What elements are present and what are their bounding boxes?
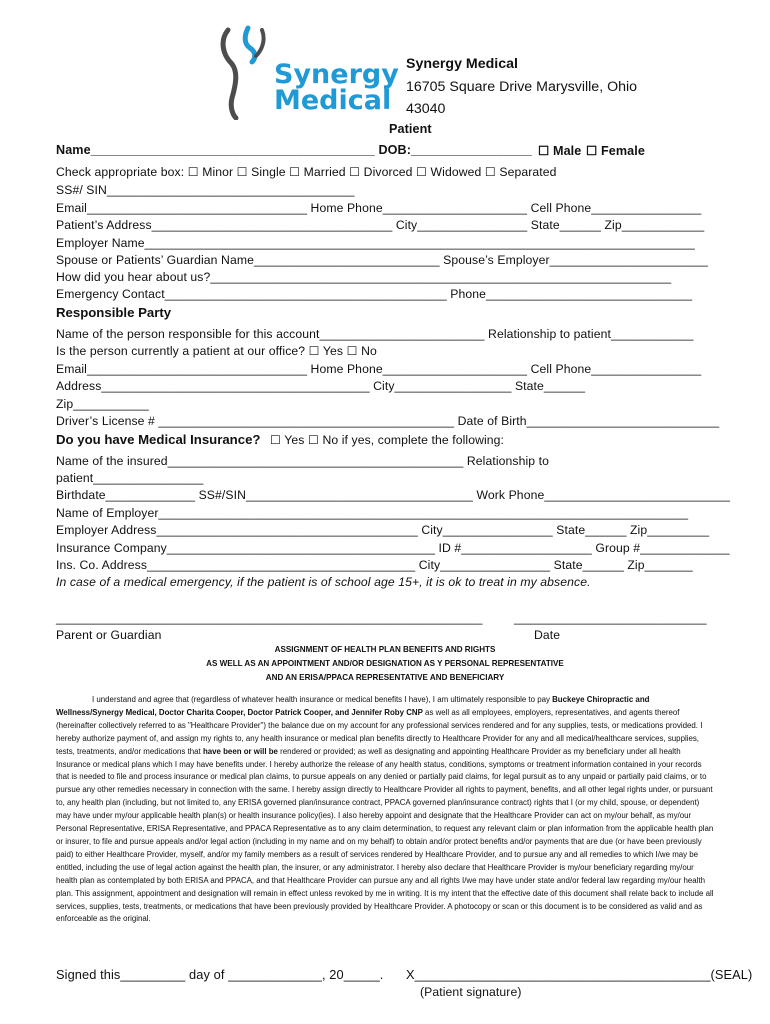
insured-employer-address-field[interactable]: Employer Address______________________________________ City________________ State______ Zip_________ (56, 523, 710, 537)
guardian-signature-line[interactable]: ______________________________________________________________ (56, 611, 483, 625)
female-checkbox[interactable]: ☐ Female (586, 144, 645, 158)
employer-name-field[interactable]: Employer Name________________________________________________________________________________ (56, 236, 695, 250)
assignment-title-line3: AND AN ERISA/PPACA REPRESENTATIVE AND BENEFICIARY (265, 673, 505, 682)
male-checkbox[interactable]: ☐ Male (538, 144, 582, 158)
current-patient-checkboxes[interactable]: Is the person currently a patient at our office? ☐ Yes ☐ No (56, 344, 377, 358)
insurance-heading: Do you have Medical Insurance? (56, 432, 261, 447)
responsible-zip-field[interactable]: Zip___________ (56, 397, 149, 411)
assignment-provider-names: Buckeye Chiropractic and Wellness/Synergy Medical, Doctor Charita Cooper, Doctor Patrick Cooper, and Jennifer Roby CNP (56, 695, 650, 717)
parent-guardian-label: Parent or Guardian (56, 628, 162, 642)
guardian-date-line[interactable]: ____________________________ (514, 611, 707, 625)
insurance-company-field[interactable]: Insurance Company_______________________________________ ID #___________________ Group #_____________ (56, 541, 730, 555)
logo-text-synergy: Synergy (274, 59, 399, 90)
responsible-address-field[interactable]: Address_______________________________________ City_________________ State______ (56, 379, 586, 393)
insurance-company-address-field[interactable]: Ins. Co. Address_______________________________________ City________________ State______ Zip_______ (56, 558, 693, 572)
name-dob-field[interactable]: Name________________________________________ DOB:_________________ (56, 143, 532, 157)
emergency-treatment-note: In case of a medical emergency, if the patient is of school age 15+, it is ok to treat in my absence. (56, 575, 591, 589)
insured-relationship-field[interactable]: patient________________ (56, 471, 204, 485)
date-label: Date (534, 628, 561, 642)
insured-birthdate-field[interactable]: Birthdate_____________ SS#/SIN_________________________________ Work Phone___________________________ (56, 488, 731, 502)
responsible-party-heading: Responsible Party (56, 305, 172, 320)
responsible-email-phone-field[interactable]: Email________________________________ Home Phone_____________________ Cell Phone________________ (56, 362, 702, 376)
spouse-guardian-field[interactable]: Spouse or Patients’ Guardian Name___________________________ Spouse’s Employer_______________________ (56, 253, 708, 267)
signed-date-field[interactable]: Signed this_________ day of _____________, 20_____. (56, 967, 384, 982)
patient-email-phone-field[interactable]: Email________________________________ Home Phone_____________________ Cell Phone________________ (56, 201, 702, 215)
emergency-contact-field[interactable]: Emergency Contact_________________________________________ Phone______________________________ (56, 287, 693, 301)
assignment-rest: rendered or provided; as well as designating and appointing Healthcare Provider as my beneficiary under all health Insurance or medical plans which I may have benefits under. I hereby authorize the release of any health status, conditions, symptoms or treatment information contained in your records that is needed to file and process insurance or medical plan claims, to pursue appeals on any denied or partially paid claims, for legal pursuit as to any unpaid or partially paid claims, or to pursue any other remedies necessary in connection with the same. I hereby assign directly to Healthcare Provider all rights to payment, benefits, and all other legal rights under, or pursuant to, any health plan (including, but not limited to, any ERISA governed plan/insurance contract, PPACA governed plan/insurance contract) rights that I (or my child, spouse, or dependent) may have under my/our applicable health plan(s) or health insurance policy(ies). I also hereby appoint and designate that the Healthcare Provider can act on my/our behalf, as my/our Personal Representative, ERISA Representative, and PPACA Representative as to any claim determination, to request any relevant claim or plan information from the applicable health plan or insurer, to file and pursue appeals and/or legal action (including in my name and on my behalf) to obtain and/or protect benefits and/or payments that are due (or have been previously paid) to either Healthcare Provider, myself, and/or my family members as a result of services rendered by Healthcare Provider, and to pursue any and all remedies to which I/we may be entitled, including the use of legal action against the health plan, the insurer, or any administrator. I hereby also declare that Healthcare Provider is my/our beneficiary regarding my/our health plan as contemplated by both ERISA and PPACA, and that Healthcare Provider can pursue any and all rights I/we may have under state and/or federal law regarding my/our health plan. This assignment, appointment and designation will remain in effect unless revoked by me in writing. It is my intent that the effective date of this document shall relate back to include all services, supplies, tests, treatments, or medications that have been previously provided by Healthcare Provider. A photocopy or scan or this document is to be considered as valid and as enforceable as the original. (56, 746, 714, 924)
assignment-intro: I understand and agree that (regardless of whatever health insurance or medical benefits I have), I am ultimately responsible to pay (92, 695, 553, 704)
responsible-person-field[interactable]: Name of the person responsible for this account________________________ Relationship to patient____________ (56, 327, 694, 341)
referral-source-field[interactable]: How did you hear about us?___________________________________________________________________ (56, 270, 672, 284)
logo (218, 24, 399, 120)
form-title: Patient (389, 122, 432, 136)
assignment-title-line1: ASSIGNMENT OF HEALTH PLAN BENEFITS AND RIGHTS (274, 645, 496, 654)
insured-employer-field[interactable]: Name of Employer_____________________________________________________________________________ (56, 506, 689, 520)
assignment-paragraph (56, 694, 714, 926)
drivers-license-field[interactable]: Driver’s License # ___________________________________________ Date of Birth____________________________ (56, 414, 720, 428)
org-address-line1: 16705 Square Drive Marysville, Ohio (406, 79, 638, 95)
assignment-have-been: have been or will be (202, 746, 278, 756)
patient-address-field[interactable]: Patient’s Address___________________________________ City________________ State______ Zip____________ (56, 218, 705, 232)
logo-text-medical: Medical (274, 85, 392, 116)
marital-status-checkboxes[interactable]: Check appropriate box: ☐ Minor ☐ Single ☐ Married ☐ Divorced ☐ Widowed ☐ Separated (56, 165, 557, 179)
insurance-checkboxes[interactable]: ☐ Yes ☐ No if yes, complete the following: (270, 433, 505, 447)
assignment-title-line2: AS WELL AS AN APPOINTMENT AND/OR DESIGNATION AS Y PERSONAL REPRESENTATIVE (206, 659, 564, 668)
insured-name-field[interactable]: Name of the insured___________________________________________ Relationship to (56, 454, 550, 468)
org-address-line2: 43040 (406, 101, 446, 117)
assignment-middle: as well as all employees, employers, representatives, and agents thereof (hereinafter collectively referred to as "Healthcare Provider") the balance due on my account for any professional services rendered and for any supplies, tests, or medications provided. I hereby authorize payment of, and assign my rights to, any health insurance or medical plan benefits directly to Healthcare Provider for any and all medical/healthcare services, supplies, tests, treatments, and/or medications that (56, 707, 703, 756)
org-name: Synergy Medical (406, 56, 518, 72)
patient-signature-line[interactable]: X_________________________________________(SEAL) (406, 967, 753, 982)
ssn-field[interactable]: SS#/ SIN____________________________________ (56, 183, 355, 197)
patient-signature-label: (Patient signature) (420, 985, 522, 999)
